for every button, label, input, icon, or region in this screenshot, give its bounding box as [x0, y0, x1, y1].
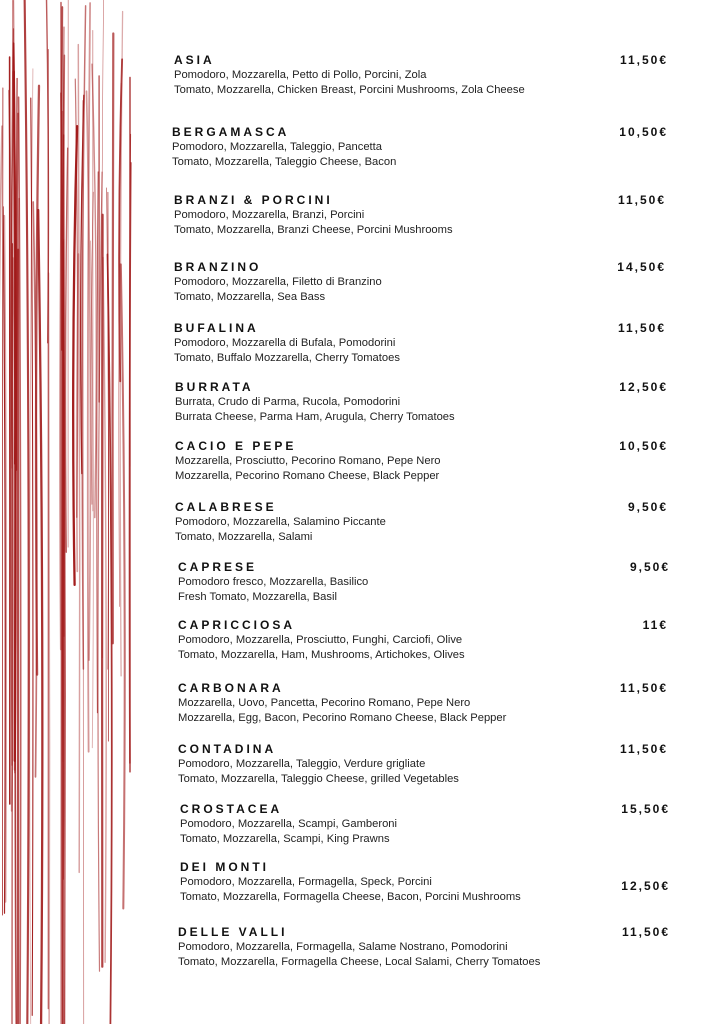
item-ingredients-it: Pomodoro, Mozzarella, Taleggio, Verdure grigliate — [178, 758, 426, 770]
menu-item-bergamasca — [172, 125, 396, 170]
item-name: CALABRESE — [175, 500, 277, 514]
item-ingredients-it: Pomodoro, Mozzarella di Bufala, Pomodorini — [174, 337, 396, 349]
item-ingredients-it: Pomodoro, Mozzarella, Branzi, Porcini — [174, 209, 365, 221]
item-name: CAPRESE — [178, 560, 258, 574]
item-ingredients-it: Pomodoro, Mozzarella, Formagella, Salame Nostrano, Pomodorini — [178, 941, 508, 953]
item-ingredients-en: Tomato, Mozzarella, Formagella Cheese, Bacon, Porcini Mushrooms — [180, 891, 521, 903]
item-name: ASIA — [174, 53, 215, 67]
item-ingredients-en: Tomato, Buffalo Mozzarella, Cherry Tomatoes — [174, 352, 400, 364]
item-ingredients-en: Tomato, Mozzarella, Taleggio Cheese, Bacon — [172, 156, 397, 168]
item-ingredients-it: Pomodoro, Mozzarella, Prosciutto, Funghi, Carciofi, Olive — [178, 634, 463, 646]
item-ingredients-it: Pomodoro, Mozzarella, Petto di Pollo, Porcini, Zola — [174, 69, 427, 81]
item-price: 11€ — [642, 618, 668, 632]
item-ingredients-it: Pomodoro, Mozzarella, Salamino Piccante — [175, 516, 386, 528]
menu-item-burrata — [175, 380, 455, 425]
item-ingredients-it: Mozzarella, Prosciutto, Pecorino Romano, Pepe Nero — [175, 455, 441, 467]
item-name: BUFALINA — [174, 321, 259, 335]
item-ingredients-en: Tomato, Mozzarella, Ham, Mushrooms, Artichokes, Olives — [178, 649, 465, 661]
item-ingredients-en: Tomato, Mozzarella, Formagella Cheese, Local Salami, Cherry Tomatoes — [178, 956, 541, 968]
item-ingredients-en: Tomato, Mozzarella, Branzi Cheese, Porcini Mushrooms — [174, 224, 453, 236]
item-price: 12,50€ — [621, 879, 670, 893]
item-price: 11,50€ — [619, 681, 668, 695]
item-price: 10,50€ — [619, 125, 668, 139]
item-price: 11,50€ — [617, 321, 666, 335]
item-ingredients-en: Fresh Tomato, Mozzarella, Basil — [178, 591, 337, 603]
item-name: BRANZI & PORCINI — [174, 193, 333, 207]
item-price: 11,50€ — [619, 53, 668, 67]
item-name: CAPRICCIOSA — [178, 618, 296, 632]
item-price: 11,50€ — [621, 925, 670, 939]
item-price: 9,50€ — [627, 500, 668, 514]
menu-item-capricciosa — [178, 618, 465, 663]
item-price: 11,50€ — [617, 193, 666, 207]
item-ingredients-it: Pomodoro, Mozzarella, Formagella, Speck, Porcini — [180, 876, 432, 888]
item-name: BRANZINO — [174, 260, 262, 274]
menu-item-crostacea — [180, 802, 397, 847]
item-ingredients-en: Mozzarella, Pecorino Romano Cheese, Black Pepper — [175, 470, 440, 482]
menu-item-contadina — [178, 742, 459, 787]
item-price: 14,50€ — [617, 260, 666, 274]
menu-item-branzi-porcini — [174, 193, 453, 238]
menu-item-caprese — [178, 560, 368, 605]
item-price: 11,50€ — [619, 742, 668, 756]
item-ingredients-en: Mozzarella, Egg, Bacon, Pecorino Romano Cheese, Black Pepper — [178, 712, 507, 724]
item-price: 15,50€ — [621, 802, 670, 816]
item-name: DEI MONTI — [180, 860, 269, 874]
item-name: CARBONARA — [178, 681, 284, 695]
menu-item-delle-valli — [178, 925, 540, 970]
item-ingredients-en: Tomato, Mozzarella, Chicken Breast, Porcini Mushrooms, Zola Cheese — [174, 84, 525, 96]
item-name: CONTADINA — [178, 742, 277, 756]
menu-item-bufalina — [174, 321, 400, 366]
item-ingredients-it: Pomodoro, Mozzarella, Taleggio, Pancetta — [172, 141, 382, 153]
menu-item-cacio-e-pepe — [175, 439, 441, 484]
item-ingredients-en: Tomato, Mozzarella, Taleggio Cheese, grilled Vegetables — [178, 773, 459, 785]
item-name: CACIO E PEPE — [175, 439, 297, 453]
item-name: BURRATA — [175, 380, 254, 394]
item-price: 9,50€ — [629, 560, 670, 574]
menu-item-calabrese — [175, 500, 386, 545]
item-name: BERGAMASCA — [172, 125, 290, 139]
item-ingredients-en: Tomato, Mozzarella, Scampi, King Prawns — [180, 833, 390, 845]
item-name: CROSTACEA — [180, 802, 283, 816]
item-price: 12,50€ — [619, 380, 668, 394]
item-ingredients-en: Tomato, Mozzarella, Salami — [175, 531, 313, 543]
item-ingredients-it: Pomodoro, Mozzarella, Filetto di Branzino — [174, 276, 382, 288]
menu-item-carbonara — [178, 681, 506, 726]
item-ingredients-it: Mozzarella, Uovo, Pancetta, Pecorino Romano, Pepe Nero — [178, 697, 471, 709]
item-price: 10,50€ — [619, 439, 668, 453]
menu-item-dei-monti — [180, 860, 521, 905]
item-ingredients-en: Burrata Cheese, Parma Ham, Arugula, Cherry Tomatoes — [175, 411, 455, 423]
menu-item-branzino — [174, 260, 382, 305]
menu-item-asia — [174, 53, 525, 98]
item-name: DELLE VALLI — [178, 925, 288, 939]
item-ingredients-it: Pomodoro, Mozzarella, Scampi, Gamberoni — [180, 818, 398, 830]
item-ingredients-it: Pomodoro fresco, Mozzarella, Basilico — [178, 576, 369, 588]
item-ingredients-en: Tomato, Mozzarella, Sea Bass — [174, 291, 326, 303]
item-ingredients-it: Burrata, Crudo di Parma, Rucola, Pomodorini — [175, 396, 401, 408]
